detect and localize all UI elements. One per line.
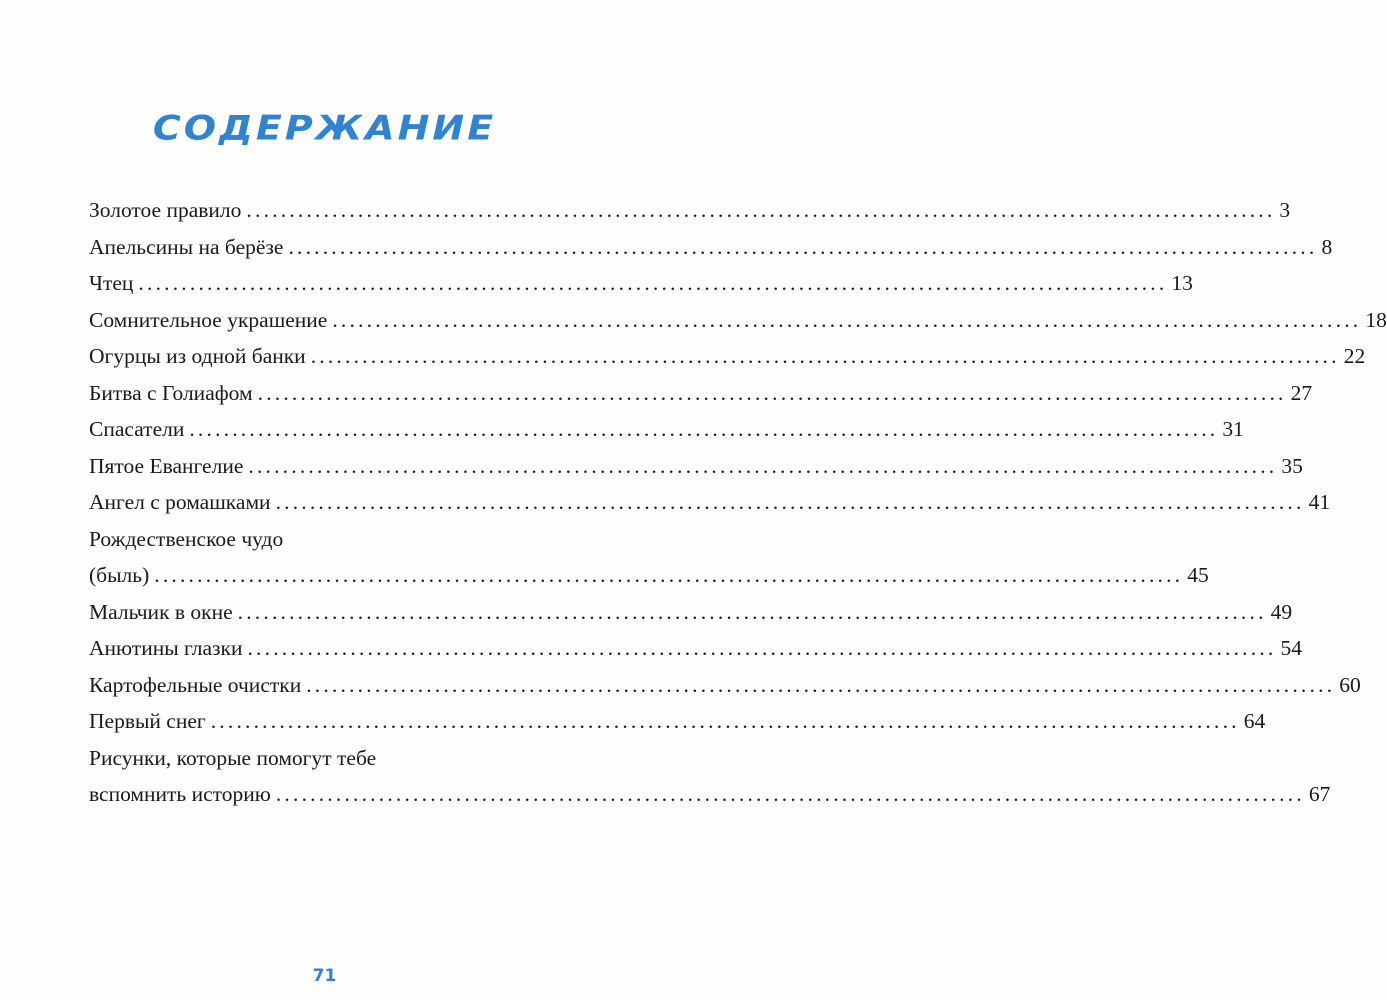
toc-entry[interactable] xyxy=(89,630,1302,667)
toc-entry-title: Апельсины на берёзе xyxy=(89,234,284,259)
toc-entry-title: Первый снег xyxy=(89,709,206,733)
toc-entry-page: 35 xyxy=(1281,453,1303,478)
dot-leader: ........................................................................................................................ xyxy=(310,344,1340,368)
toc-entry-title: Анютины глазки xyxy=(89,636,243,660)
dot-leader: ........................................................................................................................ xyxy=(247,636,1277,660)
dot-leader: ........................................................................................................................ xyxy=(154,563,1184,587)
toc-entry-title: Спасатели xyxy=(89,417,185,441)
toc-entry[interactable] xyxy=(89,265,1193,302)
toc-entry-page: 45 xyxy=(1187,563,1209,587)
dot-leader: ........................................................................................................................ xyxy=(288,234,1318,259)
toc-entry-title: Золотое правило xyxy=(89,198,242,222)
toc-entry-page: 31 xyxy=(1222,417,1244,441)
toc-entry-title: Мальчик в окне xyxy=(89,599,233,624)
dot-leader: ........................................................................................................................ xyxy=(210,709,1240,733)
page-number: 71 xyxy=(312,966,337,986)
toc-entry-page: 22 xyxy=(1343,344,1366,368)
toc-entry-page: 13 xyxy=(1171,271,1193,295)
dot-leader: ........................................................................................................................ xyxy=(306,672,1336,697)
toc-entry-title-line1: Рисунки, которые помогут тебе xyxy=(89,745,377,770)
toc-entry-title: Пятое Евангелие xyxy=(89,453,244,478)
toc-entry-title: вспомнить историю xyxy=(89,782,271,806)
toc-entry[interactable] xyxy=(89,411,1244,448)
toc-entry-page: 27 xyxy=(1290,380,1313,405)
toc-entry-title: Ангел с ромашками xyxy=(89,490,271,514)
toc-entry-page: 54 xyxy=(1280,636,1302,660)
toc-entry[interactable] xyxy=(89,484,1331,521)
dot-leader: ........................................................................................................................ xyxy=(257,380,1287,405)
toc-entry-page: 67 xyxy=(1308,782,1331,806)
toc-entry-title: Битва с Голиафом xyxy=(89,380,253,405)
dot-leader: ........................................................................................................................ xyxy=(237,599,1267,624)
toc-entry-title: Картофельные очистки xyxy=(89,672,302,697)
toc-entry[interactable] xyxy=(89,521,1209,594)
page-title: СОДЕРЖАНИЕ xyxy=(152,108,497,148)
toc-entry-title: Огурцы из одной банки xyxy=(89,344,306,368)
toc-entry[interactable] xyxy=(89,229,1333,266)
dot-leader: ........................................................................................................................ xyxy=(275,490,1305,514)
toc-entry-page: 49 xyxy=(1270,599,1293,624)
dot-leader: ........................................................................................................................ xyxy=(332,307,1362,332)
toc-entry[interactable] xyxy=(89,740,1331,813)
toc-entry[interactable] xyxy=(89,375,1313,412)
toc-entry-page: 8 xyxy=(1321,234,1333,259)
toc-entry-page: 3 xyxy=(1279,198,1291,222)
toc-entry[interactable] xyxy=(89,192,1291,229)
toc-entry[interactable] xyxy=(89,667,1361,704)
toc-entry[interactable] xyxy=(89,338,1366,375)
toc-entry-page: 41 xyxy=(1308,490,1331,514)
toc-entry[interactable] xyxy=(89,594,1293,631)
dot-leader: ........................................................................................................................ xyxy=(248,453,1278,478)
table-of-contents xyxy=(89,192,1387,813)
toc-entry-page: 64 xyxy=(1243,709,1266,733)
toc-entry-title: (быль) xyxy=(89,563,150,587)
toc-entry-page: 18 xyxy=(1365,307,1387,332)
dot-leader: ........................................................................................................................ xyxy=(275,782,1305,806)
toc-entry[interactable] xyxy=(89,448,1303,485)
toc-entry[interactable] xyxy=(89,302,1387,339)
dot-leader: ........................................................................................................................ xyxy=(138,271,1168,295)
toc-entry-page: 60 xyxy=(1339,672,1361,697)
toc-entry-title: Чтец xyxy=(89,271,134,295)
toc-entry[interactable] xyxy=(89,703,1266,740)
dot-leader: ........................................................................................................................ xyxy=(189,417,1219,441)
dot-leader: ........................................................................................................................ xyxy=(246,198,1276,222)
toc-entry-title: Сомнительное украшение xyxy=(89,307,328,332)
toc-entry-title-line1: Рождественское чудо xyxy=(89,526,284,551)
